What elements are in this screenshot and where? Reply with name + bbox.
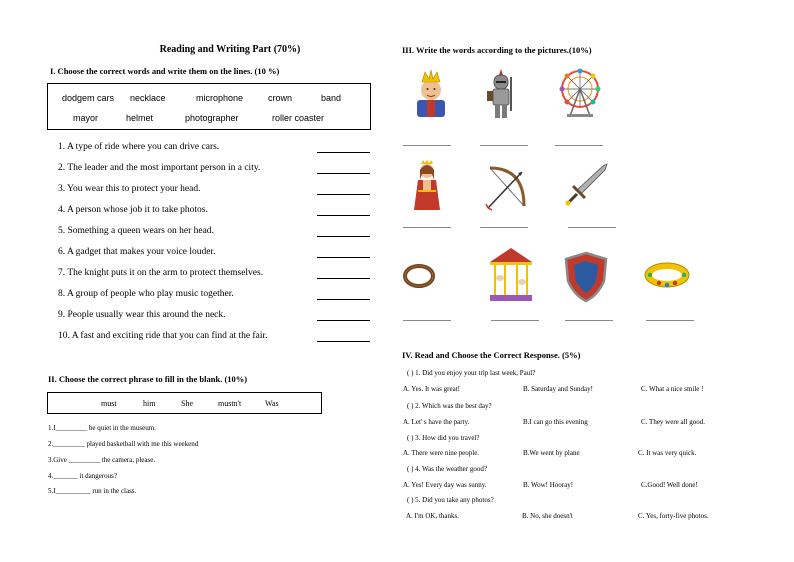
answer-blank[interactable] xyxy=(317,215,370,216)
answer-blank[interactable] xyxy=(317,236,370,237)
question-6: 6. A gadget that makes your voice louder. xyxy=(58,247,216,257)
king-icon xyxy=(413,67,449,122)
answer-blank[interactable] xyxy=(317,341,370,342)
bracelet-icon xyxy=(402,262,436,295)
phrase-option: mustn't xyxy=(218,399,242,408)
answer-blank[interactable] xyxy=(317,299,370,300)
response-option-a[interactable]: A. Let' s have the party. xyxy=(403,418,470,426)
response-option-a[interactable]: A. Yes. It was great! xyxy=(403,385,460,393)
fill-question-2: 2._________ played basketball with me this weekend xyxy=(48,440,199,448)
question-5: 5. Something a queen wears on her head. xyxy=(58,226,214,236)
question-10: 10. A fast and exciting ride that you can find at the fair. xyxy=(58,331,268,341)
fill-question-5: 5.I__________ run in the class. xyxy=(48,487,137,495)
answer-blank[interactable] xyxy=(317,257,370,258)
word-option: band xyxy=(321,93,342,103)
picture-answer-line[interactable] xyxy=(403,227,451,228)
question-7: 7. The knight puts it on the arm to protect themselves. xyxy=(58,268,264,278)
ferris-wheel-icon xyxy=(557,68,603,123)
picture-answer-line[interactable] xyxy=(491,320,539,321)
phrase-option: She xyxy=(181,399,193,408)
word-option: necklace xyxy=(130,93,166,103)
question-2: 2. The leader and the most important person in a city. xyxy=(58,163,261,173)
answer-blank[interactable] xyxy=(317,320,370,321)
word-option: microphone xyxy=(196,93,244,103)
answer-blank[interactable] xyxy=(317,173,370,174)
response-option-a[interactable]: A. There were nine people. xyxy=(403,449,480,457)
response-question-2: ( ) 2. Which was the best day? xyxy=(407,402,492,410)
response-question-1: ( ) 1. Did you enjoy your trip last week, Paul? xyxy=(407,369,536,377)
picture-answer-line[interactable] xyxy=(565,320,613,321)
response-option-c[interactable]: C. Yes, forty-five photos. xyxy=(638,512,709,520)
picture-answer-line[interactable] xyxy=(568,227,616,228)
picture-answer-line[interactable] xyxy=(403,145,451,146)
fill-question-3: 3.Give _________ the camera, please. xyxy=(48,456,156,464)
word-box-1 xyxy=(47,83,371,130)
knight-icon xyxy=(483,67,519,124)
response-option-b[interactable]: B. Saturday and Sunday! xyxy=(523,385,593,393)
question-1: 1. A type of ride where you can drive cars. xyxy=(58,142,220,152)
word-option: crown xyxy=(268,93,293,103)
picture-answer-line[interactable] xyxy=(555,145,603,146)
question-4: 4. A person whose job it to take photos. xyxy=(58,205,208,215)
bow-arrow-icon xyxy=(484,162,530,217)
response-question-5: ( ) 5. Did you take any photos? xyxy=(407,496,494,504)
question-8: 8. A group of people who play music together. xyxy=(58,289,234,299)
section3-heading: III. Write the words according to the pictures.(10%) xyxy=(402,45,592,55)
question-3: 3. You wear this to protect your head. xyxy=(58,184,201,194)
response-option-a[interactable]: A. Yes! Every day was sunny. xyxy=(403,481,487,489)
word-option: dodgem cars xyxy=(62,93,115,103)
word-option: photographer xyxy=(185,113,239,123)
picture-answer-line[interactable] xyxy=(646,320,694,321)
response-option-c[interactable]: C. What a nice smile ! xyxy=(641,385,704,393)
sword-icon xyxy=(563,162,609,217)
fill-question-4: 4._______ it dangerous? xyxy=(48,472,118,480)
phrase-option: must xyxy=(101,399,117,408)
response-option-c[interactable]: C. They were all good. xyxy=(641,418,706,426)
response-option-b[interactable]: B.We went by plane xyxy=(523,449,580,457)
queen-icon xyxy=(410,160,444,217)
section4-heading: IV. Read and Choose the Correct Response. (5%) xyxy=(402,350,581,360)
question-9: 9. People usually wear this around the neck. xyxy=(58,310,226,320)
section2-heading: II. Choose the correct phrase to fill in the blank. (10%) xyxy=(48,374,248,384)
page-title: Reading and Writing Part (70%) xyxy=(159,44,301,55)
answer-blank[interactable] xyxy=(317,194,370,195)
shield-icon xyxy=(564,251,608,308)
carousel-icon xyxy=(488,246,534,309)
picture-answer-line[interactable] xyxy=(480,145,528,146)
fill-question-1: 1.I_________ be quiet in the museum. xyxy=(48,424,156,432)
phrase-option: him xyxy=(143,399,156,408)
answer-blank[interactable] xyxy=(317,278,370,279)
response-question-4: ( ) 4. Was the weather good? xyxy=(407,465,487,473)
word-option: roller coaster xyxy=(272,113,325,123)
response-question-3: ( ) 3. How did you travel? xyxy=(407,434,480,442)
response-option-a[interactable]: A. I'm OK, thanks. xyxy=(406,512,459,520)
picture-answer-line[interactable] xyxy=(480,227,528,228)
response-option-c[interactable]: C. It was very quick. xyxy=(638,449,697,457)
response-option-c[interactable]: C.Good! Well done! xyxy=(641,481,698,489)
picture-answer-line[interactable] xyxy=(403,320,451,321)
ring-icon xyxy=(643,261,691,294)
response-option-b[interactable]: B. No, she doesn't xyxy=(522,512,573,520)
word-box-2 xyxy=(47,392,322,414)
answer-blank[interactable] xyxy=(317,152,370,153)
word-option: helmet xyxy=(126,113,154,123)
word-option: mayor xyxy=(73,113,99,123)
section1-heading: I. Choose the correct words and write them on the lines. (10 %) xyxy=(50,66,280,76)
response-option-b[interactable]: B. Wow! Hooray! xyxy=(523,481,574,489)
phrase-option: Was xyxy=(265,399,279,408)
response-option-b[interactable]: B.I can go this evening xyxy=(523,418,588,426)
